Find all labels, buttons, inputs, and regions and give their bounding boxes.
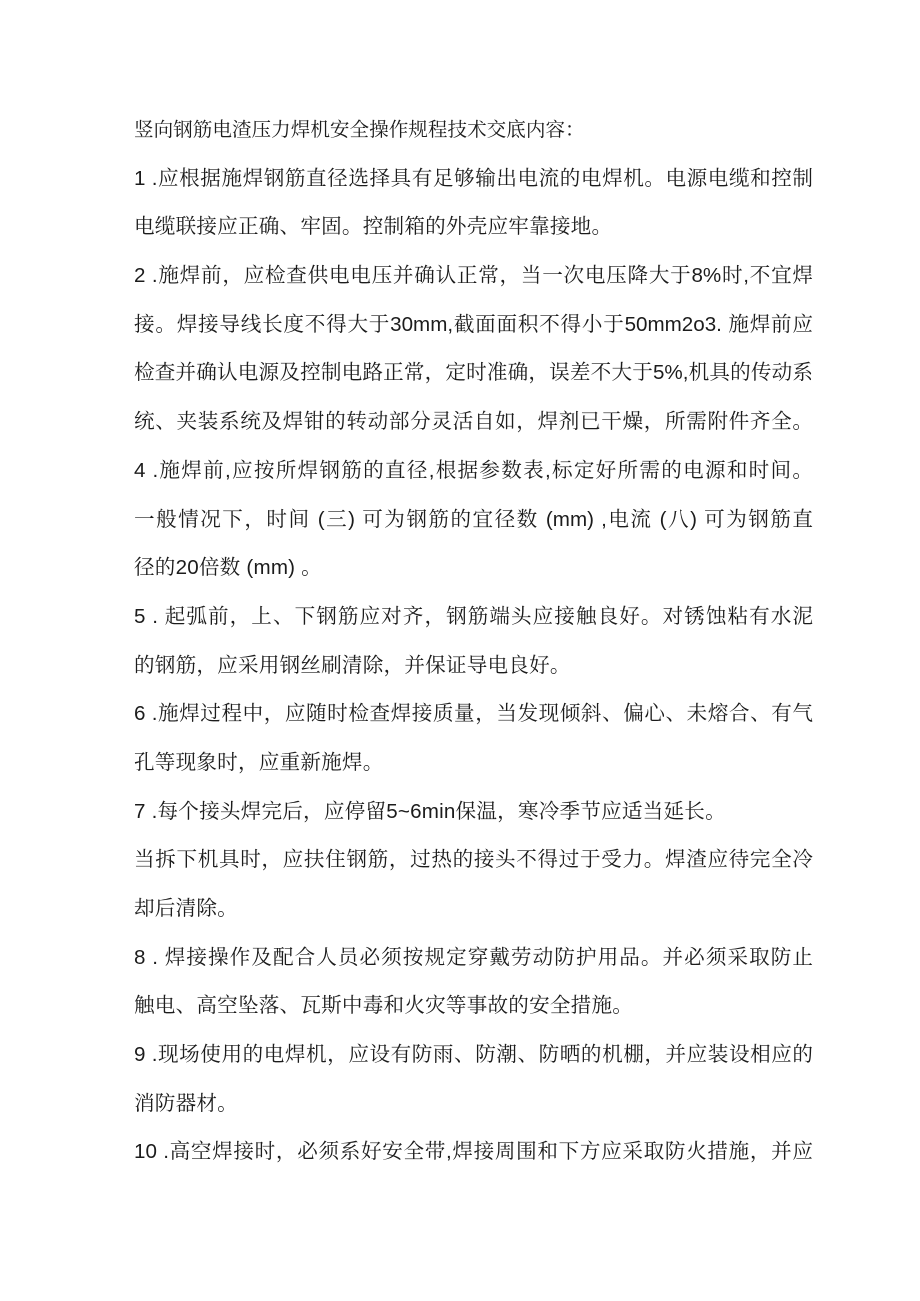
text-line: 4 .施焊前,应按所焊钢筋的直径,根据参数表,标定好所需的电源和时间。 — [134, 458, 813, 482]
text-line: 统、夹装系统及焊钳的转动部分灵活自如，焊剂已干燥，所需附件齐全。 — [134, 410, 813, 434]
text-line: 检查并确认电源及控制电路正常，定时准确，误差不大于5%,机具的传动系 — [134, 361, 813, 385]
text-line: 一般情况下，时间 (三) 可为钢筋的宜径数 (mm) ,电流 (八) 可为钢筋直 — [134, 507, 813, 531]
text-line: 电缆联接应正确、牢固。控制箱的外壳应牢靠接地。 — [134, 215, 613, 239]
document-text — [134, 106, 813, 1177]
text-line: 接。焊接导线长度不得大于30mm,截面面积不得小于50mm2o3. 施焊前应 — [134, 312, 813, 336]
text-line: 径的20倍数 (mm) 。 — [134, 556, 322, 580]
text-line: 2 .施焊前，应检查供电电压并确认正常，当一次电压降大于8%时,不宜焊 — [134, 264, 813, 288]
text-line: 9 .现场使用的电焊机，应设有防雨、防潮、防晒的机棚，并应装设相应的 — [134, 1043, 813, 1067]
text-line: 孔等现象时，应重新施焊。 — [134, 750, 384, 774]
text-line: 1 .应根据施焊钢筋直径选择具有足够输出电流的电焊机。电源电缆和控制 — [134, 166, 813, 190]
text-line: 5 . 起弧前，上、下钢筋应对齐，钢筋端头应接触良好。对锈蚀粘有水泥 — [134, 604, 813, 628]
text-line: 的钢筋，应采用钢丝刷清除，并保证导电良好。 — [134, 653, 571, 677]
document-title: 竖向钢筋电渣压力焊机安全操作规程技术交底内容： — [134, 119, 585, 141]
text-line: 8 . 焊接操作及配合人员必须按规定穿戴劳动防护用品。并必须采取防止 — [134, 945, 813, 969]
text-line: 7 .每个接头焊完后，应停留5~6min保温，寒冷季节应适当延长。 — [134, 799, 726, 823]
text-line: 消防器材。 — [134, 1091, 238, 1115]
text-line: 却后清除。 — [134, 897, 238, 920]
text-line: 10 .高空焊接时，必须系好安全带,焊接周围和下方应采取防火措施，并应 — [134, 1140, 813, 1164]
text-line: 当拆下机具时，应扶住钢筋，过热的接头不得过于受力。焊渣应待完全冷 — [134, 848, 813, 872]
text-line: 6 .施焊过程中，应随时检查焊接质量，当发现倾斜、偏心、未熔合、有气 — [134, 702, 813, 726]
text-line: 触电、高空坠落、瓦斯中毒和火灾等事故的安全措施。 — [134, 994, 634, 1018]
